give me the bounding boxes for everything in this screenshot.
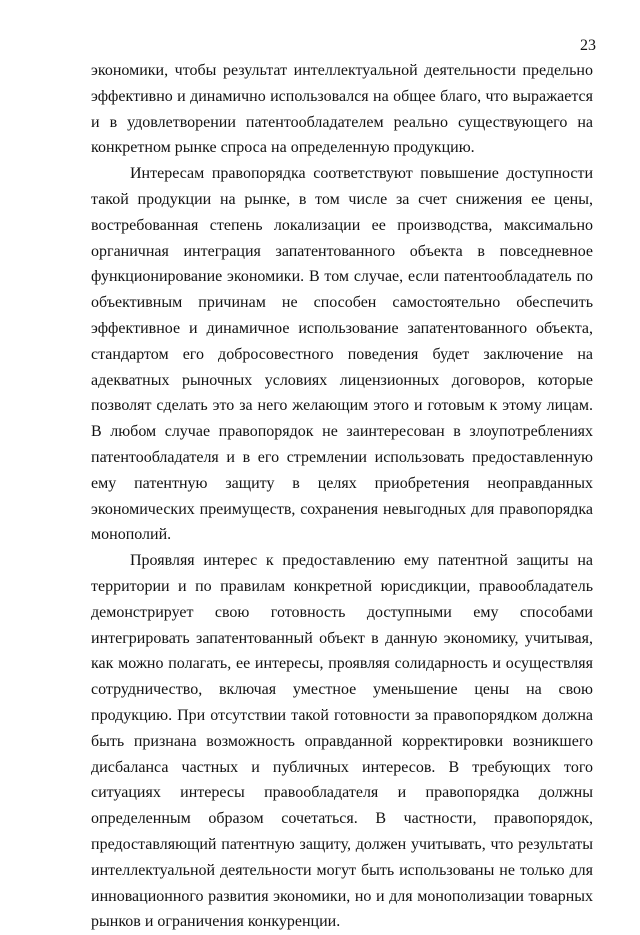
- page-number: 23: [580, 37, 596, 54]
- document-body: [91, 58, 593, 935]
- paragraph-continuation: экономики, чтобы результат интеллектуальной деятельности предельно эффективно и динамично использовался на общее благо, что выражается и в удовлетворении патентообладателем реально существующего на конкретном рынке спроса на определенную продукцию.: [91, 62, 593, 157]
- paragraph: Проявляя интерес к предоставлению ему патентной защиты на территории и по правилам конкретной юрисдикции, правообладатель демонстрирует свою готовность доступными ему способами интегрировать запатентованный объект в данную экономику, учитывая, как можно полагать, ее интересы, проявляя солидарность и осуществляя сотрудничество, включая уместное уменьшение цены на свою продукцию. При отсутствии такой готовности за правопорядком должна быть признана возможность оправданной корректировки возникшего дисбаланса частных и публичных интересов. В требующих того ситуациях интересы правообладателя и правопорядка должны определенным образом сочетаться. В частности, правопорядок, предоставляющий патентную защиту, должен учитывать, что результаты интеллектуальной деятельности могут быть использованы не только для инновационного развития экономики, но и для монополизации товарных рынков и ограничения конкуренции.: [91, 552, 593, 931]
- paragraph: Интересам правопорядка соответствуют повышение доступности такой продукции на рынке, в том числе за счет снижения ее цены, востребованная степень локализации ее производства, максимально органичная интеграция запатентованного объекта в повседневное функционирование экономики. В том случае, если патентообладатель по объективным причинам не способен самостоятельно обеспечить эффективное и динамичное использование запатентованного объекта, стандартом его добросовестного поведения будет заключение на адекватных рыночных условиях лицензионных договоров, которые позволят сделать это за него желающим этого и готовым к этому лицам. В любом случае правопорядок не заинтересован в злоупотреблениях патентообладателя и в его стремлении использовать предоставленную ему патентную защиту в целях приобретения неоправданных экономических преимуществ, сохранения невыгодных для правопорядка монополий.: [91, 165, 593, 544]
